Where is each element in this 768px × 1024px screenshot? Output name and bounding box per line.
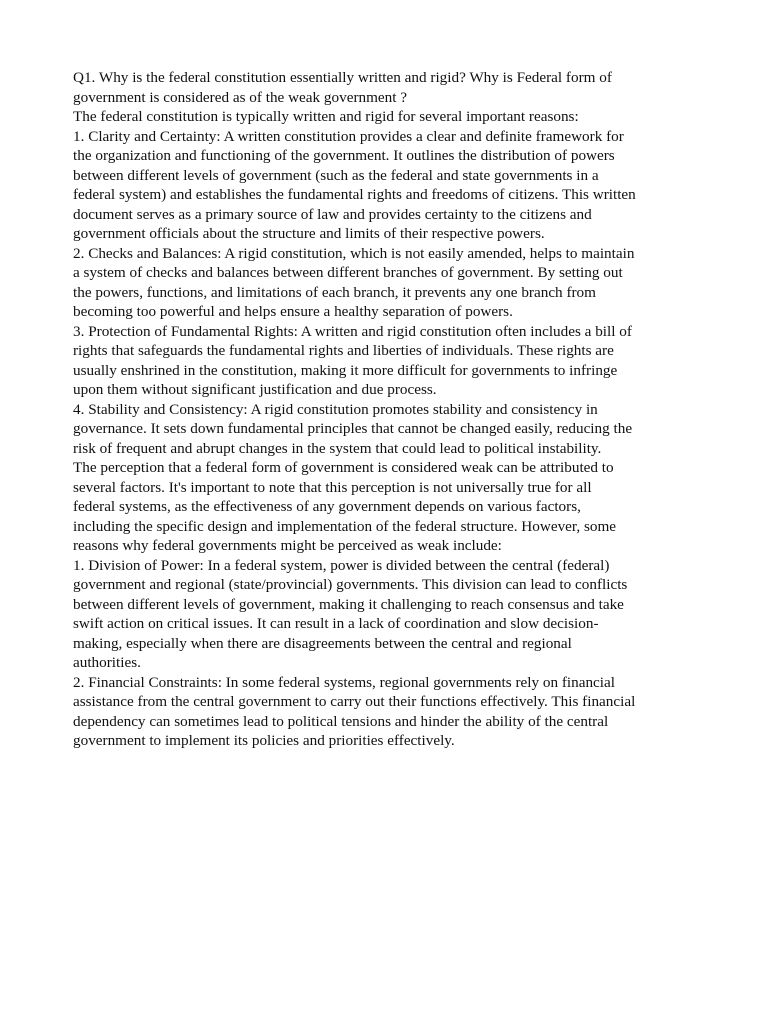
weak-reason-financial: 2. Financial Constraints: In some federal systems, regional governments rely on financial assistance from the central government to carry out their functions effectively. This financial dependency can sometimes lead to political tensions and hinder the ability of the central government to implement its policies and priorities effectively. — [73, 673, 636, 749]
intro-paragraph: The federal constitution is typically written and rigid for several important reasons: — [73, 108, 579, 125]
rigid-reason-checks: 2. Checks and Balances: A rigid constitution, which is not easily amended, helps to maintain a system of checks and balances between different branches of government. By setting out the powers, functions, and limitations of each branch, it prevents any one branch from becoming too powerful and helps ensure a healthy separation of powers. — [73, 244, 635, 320]
weak-reason-division: 1. Division of Power: In a federal system, power is divided between the central (federal) government and regional (state/provincial) governments. This division can lead to conflicts between different levels of government, making it challenging to reach consensus and take swift action on critical issues. It can result in a lack of coordination and slow decision- making, especially when there are disagreements between the central and regional authorities. — [73, 556, 628, 671]
rigid-reason-stability: 4. Stability and Consistency: A rigid constitution promotes stability and consistency in governance. It sets down fundamental principles that cannot be changed easily, reducing the risk of frequent and abrupt changes in the system that could lead to political instability. — [73, 400, 633, 457]
question-text: Q1. Why is the federal constitution essentially written and rigid? Why is Federal form of government is considered as of the weak government ? — [73, 69, 612, 106]
weak-government-intro: The perception that a federal form of government is considered weak can be attributed to several factors. It's important to note that this perception is not universally true for all federal systems, as the effectiveness of any government depends on various factors, including the specific design and implementation of the federal structure. However, some reasons why federal governments might be perceived as weak include: — [73, 459, 617, 554]
rigid-reason-rights: 3. Protection of Fundamental Rights: A written and rigid constitution often includes a bill of rights that safeguards the fundamental rights and liberties of individuals. These rights are usually enshrined in the constitution, making it more difficult for governments to infringe upon them without significant justification and due process. — [73, 322, 632, 398]
document-page — [73, 68, 713, 751]
rigid-reason-clarity: 1. Clarity and Certainty: A written constitution provides a clear and definite framework for the organization and functioning of the government. It outlines the distribution of powers between different levels of government (such as the federal and state governments in a federal system) and establishes the fundamental rights and freedoms of citizens. This written document serves as a primary source of law and provides certainty to the citizens and government officials about the structure and limits of their respective powers. — [73, 127, 636, 242]
